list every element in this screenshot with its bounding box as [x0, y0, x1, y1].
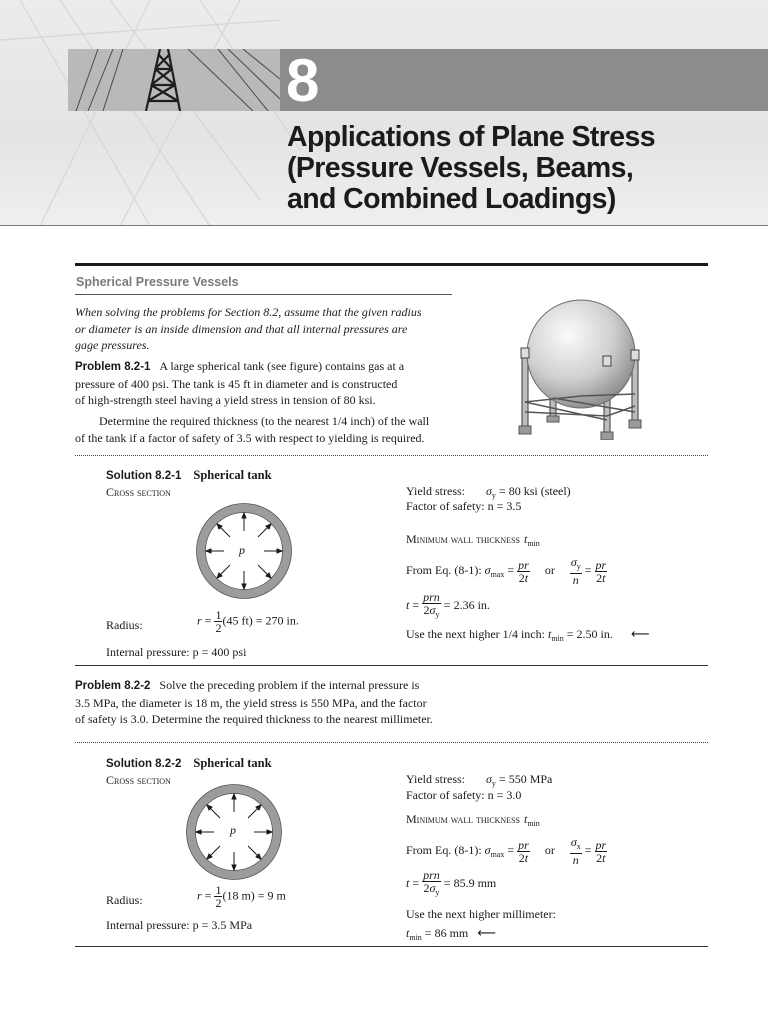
answer-arrow-icon: ⟵: [630, 627, 650, 642]
radius-value: (18 m) = 9 m: [222, 888, 286, 903]
radius-equation: r = $\frac{1}{2}$ (45 ft) = 270 in.: [197, 608, 299, 635]
radius-equation: r = $\frac{1}{2}$ (18 m) = 9 m: [197, 883, 286, 910]
intro-line: or diameter is an inside dimension and that all internal pressures are: [75, 321, 408, 336]
yield-label: Yield stress:: [406, 484, 465, 498]
pressure-value: p = 400 psi: [192, 645, 247, 659]
answer-arrow-icon: ⟵: [477, 926, 496, 941]
yield-value: = 80 ksi (steel): [498, 484, 571, 498]
chapter-number: 8: [286, 47, 319, 114]
solution-divider: [75, 742, 708, 743]
problem-8-2-1-question: [75, 413, 475, 446]
pressure-value: p = 3.5 MPa: [192, 918, 253, 932]
solution-end-rule: [75, 665, 708, 666]
yield-stress-row: Yield stress: $\sigma_y = 550$ MPa: [406, 772, 553, 788]
answer-value: = 2.50 in.: [566, 627, 613, 641]
solution-divider: [75, 455, 708, 456]
problem-label: Problem 8.2-2: [75, 680, 151, 692]
section-intro-note: [75, 304, 455, 354]
section-heading-rule: [75, 294, 452, 295]
yield-value: = 550 MPa: [498, 772, 553, 786]
solution-title: Spherical tank: [193, 756, 272, 770]
problem-text: Solve the preceding problem if the internal pressure is: [159, 678, 420, 692]
solution-title: Spherical tank: [193, 468, 272, 482]
chapter-title-line: (Pressure Vessels, Beams,: [287, 152, 634, 184]
answer-row: $t_{min} = 86$ mm ⟵: [406, 926, 496, 942]
thickness-row: t = $\frac{\text{prn}}{2\sigma_y}$ = 2.36 in.: [406, 590, 490, 619]
yield-label: Yield stress:: [406, 772, 465, 786]
pressure-symbol: p: [239, 543, 245, 557]
chapter-title: [287, 122, 655, 215]
problem-text: A large spherical tank (see figure) contains gas at a: [159, 359, 405, 373]
problem-text: pressure of 400 psi. The tank is 45 ft in diameter and is constructed: [75, 376, 398, 391]
spherical-tank-figure: [512, 294, 664, 440]
section-top-rule: [75, 263, 708, 266]
section-heading: Spherical Pressure Vessels: [76, 275, 239, 289]
internal-pressure: Internal pressure: p = 400 psi: [106, 645, 247, 659]
cross-section-label: Cross section: [106, 485, 171, 499]
eq-8-1-row: From Eq. (8-1): $\sigma_{max}$ = $\frac{pr}{2t}$ or $\frac{\sigma_x}{n}$ = $\frac{pr}{2t}$: [406, 835, 607, 867]
solution-label: Solution 8.2-1: [106, 470, 182, 482]
eq-8-1-row: From Eq. (8-1): $\sigma_{max}$ = $\frac{pr}{2t}$ or $\frac{\sigma_y}{n}$ = $\frac{pr}{2t}$: [406, 555, 607, 587]
problem-text: of the tank if a factor of safety of 3.5 with respect to yielding is required.: [75, 430, 425, 445]
problem-text: Determine the required thickness (to the nearest 1/4 inch) of the wall: [99, 414, 430, 428]
problem-8-2-2: [75, 677, 495, 728]
problem-text: of safety is 3.0. Determine the required thickness to the nearest millimeter.: [75, 712, 433, 726]
intro-line: When solving the problems for Section 8.2, assume that the given radius: [75, 305, 422, 319]
radius-label: Radius:: [106, 893, 143, 907]
chapter-band-photo: [68, 49, 280, 111]
chapter-title-line: and Combined Loadings): [287, 183, 616, 215]
problem-label: Problem 8.2-1: [75, 361, 151, 373]
thickness-value: = 85.9 mm: [443, 875, 497, 890]
radius-label: Radius:: [106, 618, 143, 632]
solution-end-rule: [75, 946, 708, 947]
header-divider: [0, 225, 768, 226]
solution-8-2-1-header: [106, 466, 272, 484]
thickness-row: t = $\frac{\text{prn}}{2\sigma_y}$ = 85.9 mm: [406, 868, 497, 897]
chapter-title-line: Applications of Plane Stress: [287, 121, 656, 153]
fos-value: n = 3.5: [487, 499, 522, 513]
problem-text: of high-strength steel having a yield stress in tension of 80 ksi.: [75, 393, 376, 407]
problem-8-2-1: [75, 358, 465, 409]
intro-line: gage pressures.: [75, 338, 150, 352]
cross-section-label: Cross section: [106, 773, 171, 787]
problem-text: 3.5 MPa, the diameter is 18 m, the yield stress is 550 MPa, and the factor: [75, 695, 427, 710]
yield-stress-row: Yield stress: $\sigma_y = 80$ ksi (steel): [406, 484, 571, 500]
factor-of-safety-row: Factor of safety: n = 3.5: [406, 499, 522, 513]
factor-of-safety-row: Factor of safety: n = 3.0: [406, 788, 522, 802]
solution-8-2-2-header: [106, 754, 272, 772]
min-wall-heading: Minimum wall thickness $t_{min}$: [406, 812, 540, 828]
pressure-symbol: p: [230, 823, 236, 837]
fos-value: n = 3.0: [487, 788, 522, 802]
thickness-value: = 2.36 in.: [443, 597, 490, 612]
solution-label: Solution 8.2-2: [106, 758, 182, 770]
answer-row: Use the next higher 1/4 inch: $t_{min} = 2.50$ in. ⟵: [406, 627, 650, 643]
use-next-row: Use the next higher millimeter:: [406, 907, 556, 921]
bridge-tower-icon: [68, 49, 280, 111]
radius-value: (45 ft) = 270 in.: [222, 613, 299, 628]
internal-pressure: Internal pressure: p = 3.5 MPa: [106, 918, 253, 932]
min-wall-heading: Minimum wall thickness $t_{min}$: [406, 532, 540, 548]
answer-value: = 86 mm: [424, 926, 469, 940]
